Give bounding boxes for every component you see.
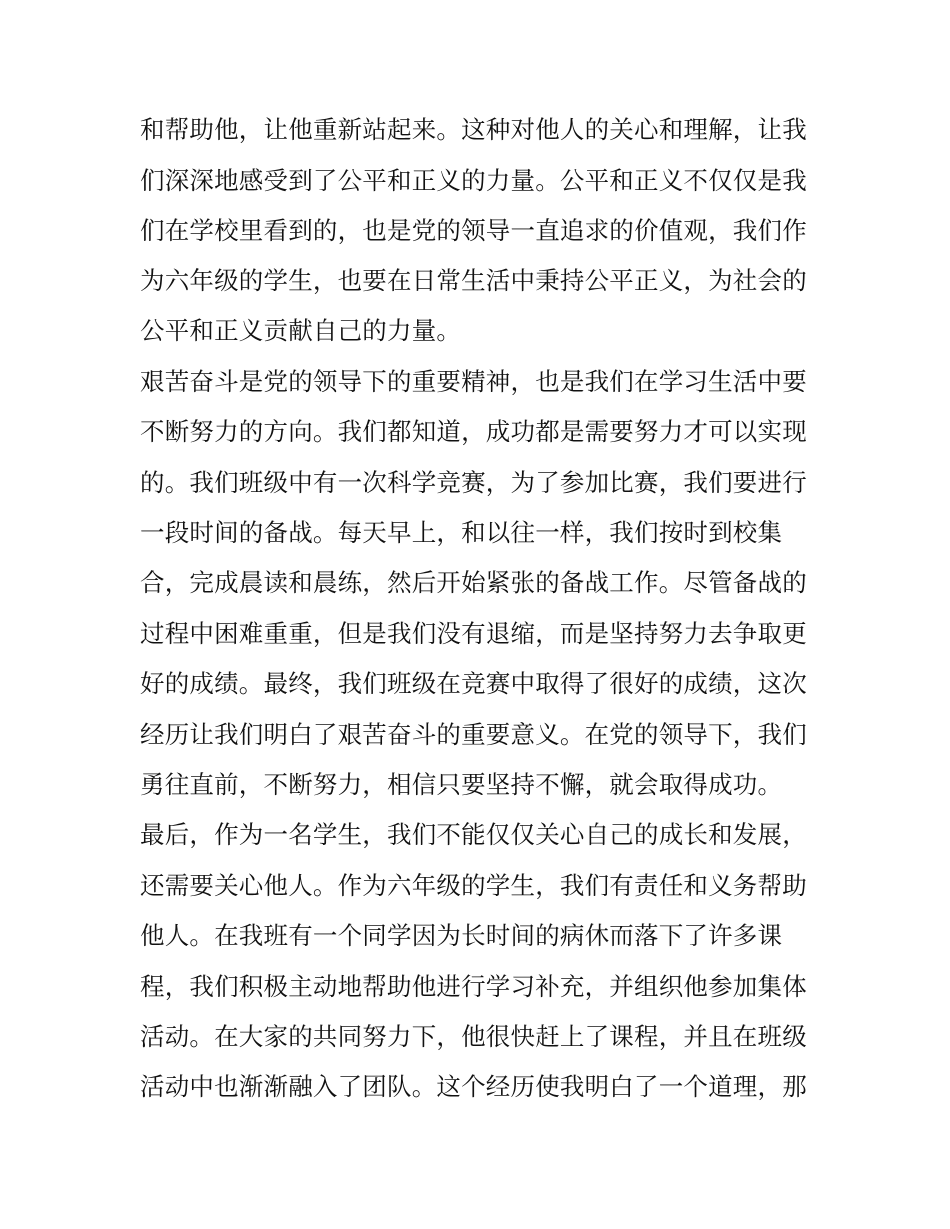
text-line: 活动中也渐渐融入了团队。这个经历使我明白了一个道理，那 — [140, 1072, 807, 1101]
text-line: 最后，作为一名学生，我们不能仅仅关心自己的成长和发展， — [140, 820, 807, 849]
text-line: 们在学校里看到的，也是党的领导一直追求的价值观，我们作 — [140, 216, 807, 245]
text-line: 艰苦奋斗是党的领导下的重要精神，也是我们在学习生活中要 — [140, 367, 807, 396]
text-line: 不断努力的方向。我们都知道，成功都是需要努力才可以实现 — [140, 417, 807, 446]
text-line: 活动。在大家的共同努力下，他很快赶上了课程，并且在班级 — [140, 1022, 807, 1051]
text-line: 和帮助他，让他重新站起来。这种对他人的关心和理解，让我 — [140, 115, 807, 144]
text-line: 一段时间的备战。每天早上，和以往一样，我们按时到校集 — [140, 518, 783, 547]
text-line: 程，我们积极主动地帮助他进行学习补充，并组织他参加集体 — [140, 972, 807, 1001]
text-line: 好的成绩。最终，我们班级在竞赛中取得了很好的成绩，这次 — [140, 669, 807, 698]
text-line: 合，完成晨读和晨练，然后开始紧张的备战工作。尽管备战的 — [140, 568, 807, 597]
text-line: 为六年级的学生，也要在日常生活中秉持公平正义，为社会的 — [140, 266, 807, 295]
text-line: 过程中困难重重，但是我们没有退缩，而是坚持努力去争取更 — [140, 619, 807, 648]
text-line: 公平和正义贡献自己的力量。 — [140, 316, 462, 345]
text-line: 勇往直前，不断努力，相信只要坚持不懈，就会取得成功。 — [140, 770, 783, 799]
text-line: 还需要关心他人。作为六年级的学生，我们有责任和义务帮助 — [140, 871, 807, 900]
text-line: 们深深地感受到了公平和正义的力量。公平和正义不仅仅是我 — [140, 166, 807, 195]
text-line: 的。我们班级中有一次科学竞赛，为了参加比赛，我们要进行 — [140, 468, 807, 497]
text-line: 他人。在我班有一个同学因为长时间的病休而落下了许多课 — [140, 921, 783, 950]
text-line: 经历让我们明白了艰苦奋斗的重要意义。在党的领导下，我们 — [140, 720, 807, 749]
